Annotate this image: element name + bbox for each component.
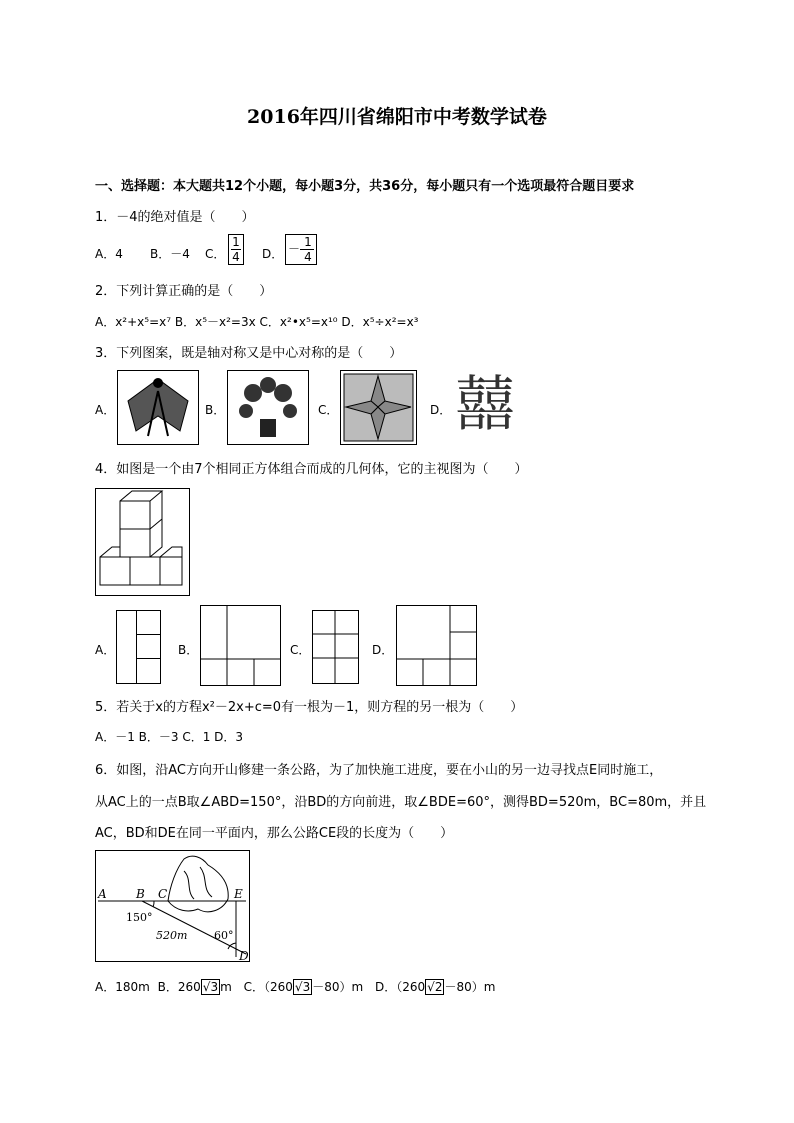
q4-view-b-image xyxy=(200,605,282,691)
q1-c-denominator: 4 xyxy=(232,250,240,264)
label-E: E xyxy=(234,887,243,901)
q6-option-b-unit: m xyxy=(220,980,232,994)
q4-option-b: B． xyxy=(178,643,199,657)
q4-option-c: C． xyxy=(290,643,311,657)
q1-c-numerator: 1 xyxy=(232,235,240,249)
q6-figure-drawing xyxy=(96,851,249,961)
q1-d-numerator: 1 xyxy=(304,235,312,249)
q3-option-c: C． xyxy=(318,403,339,417)
q1-option-c: C． xyxy=(205,247,226,261)
q1-d-sign: － xyxy=(288,242,301,256)
question-6-line-1: 6．如图，沿AC方向开山修建一条公路，为了加快施工进度，要在小山的另一边寻找点E同时施工， xyxy=(95,763,663,778)
q3-option-a: A． xyxy=(95,403,116,417)
q6-option-c-radicand: 3 xyxy=(302,980,311,994)
label-angle-150: 150° xyxy=(126,911,153,924)
q3-option-d: D． xyxy=(430,403,452,417)
q6-options xyxy=(95,978,495,995)
question-3-stem: 3．下列图案，既是轴对称又是中心对称的是（ ） xyxy=(95,346,403,361)
label-520m: 520m xyxy=(156,929,188,942)
q6-option-d-radicand: 2 xyxy=(434,980,443,994)
question-5-stem: 5．若关于x的方程x²－2x+c=0有一根为－1，则方程的另一根为（ ） xyxy=(95,700,524,715)
q4-view-d-image xyxy=(396,605,478,691)
q3-pattern-c-image xyxy=(340,370,417,445)
q3-option-b: B． xyxy=(205,403,226,417)
q4-view-a-image xyxy=(116,610,166,689)
page-title: 2016年四川省绵阳市中考数学试卷 xyxy=(247,106,547,128)
q4-option-a: A． xyxy=(95,643,116,657)
q4-option-d: D． xyxy=(372,643,394,657)
q3-pattern-d-image: 囍 xyxy=(455,370,515,440)
question-6-line-3: AC，BD和DE在同一平面内，那么公路CE段的长度为（ ） xyxy=(95,826,454,841)
label-D: D xyxy=(239,949,249,961)
label-B: B xyxy=(136,887,145,901)
q6-option-c-tail: －80）m xyxy=(312,980,364,994)
q6-option-d-tail: －80）m xyxy=(444,980,496,994)
question-4-stem: 4．如图是一个由7个相同正方体组合而成的几何体，它的主视图为（ ） xyxy=(95,462,528,477)
q1-option-d: D． xyxy=(262,247,284,261)
question-2-stem: 2．下列计算正确的是（ ） xyxy=(95,284,273,299)
question-1-stem: 1．－4的绝对值是（ ） xyxy=(95,210,255,225)
q5-options: A．－1 B．－3 C．1 D．3 xyxy=(95,730,244,744)
q3-pattern-a-image xyxy=(117,370,199,445)
q4-solid-figure xyxy=(95,488,190,596)
q4-view-c-image xyxy=(312,610,362,689)
q1-option-d-fraction xyxy=(285,234,317,265)
q2-options: A．x²+x⁵=x⁷ B．x⁵－x²=3x C．x²•x⁵=x¹⁰ D．x⁵÷x²=x³ xyxy=(95,315,419,329)
q6-option-b-radicand: 3 xyxy=(210,980,219,994)
q1-d-denominator: 4 xyxy=(304,250,312,264)
q6-option-c-sqrt: √3 xyxy=(294,980,311,994)
label-A: A xyxy=(98,887,107,901)
q3-pattern-b-image xyxy=(227,370,309,445)
q1-option-c-fraction xyxy=(228,234,244,265)
q6-option-c: C．（260 xyxy=(243,980,293,994)
q6-option-a: A．180m xyxy=(95,980,150,994)
q6-option-d-sqrt: √2 xyxy=(427,980,443,994)
q6-figure xyxy=(95,850,250,962)
q1-option-b: B．－4 xyxy=(150,247,190,261)
q1-option-a: A．4 xyxy=(95,247,123,261)
label-angle-60: 60° xyxy=(214,929,234,942)
label-C: C xyxy=(158,887,168,901)
question-6-line-2: 从AC上的一点B取∠ABD=150°，沿BD的方向前进，取∠BDE=60°，测得BD=520m，BC=80m，并且 xyxy=(95,795,707,810)
section-heading: 一、选择题：本大题共12个小题，每小题3分，共36分，每小题只有一个选项最符合题目要求 xyxy=(95,179,635,194)
q6-option-b-sqrt: √3 xyxy=(202,980,219,994)
q6-option-d: D．（260 xyxy=(375,980,426,994)
q6-option-b: B．260 xyxy=(157,980,201,994)
